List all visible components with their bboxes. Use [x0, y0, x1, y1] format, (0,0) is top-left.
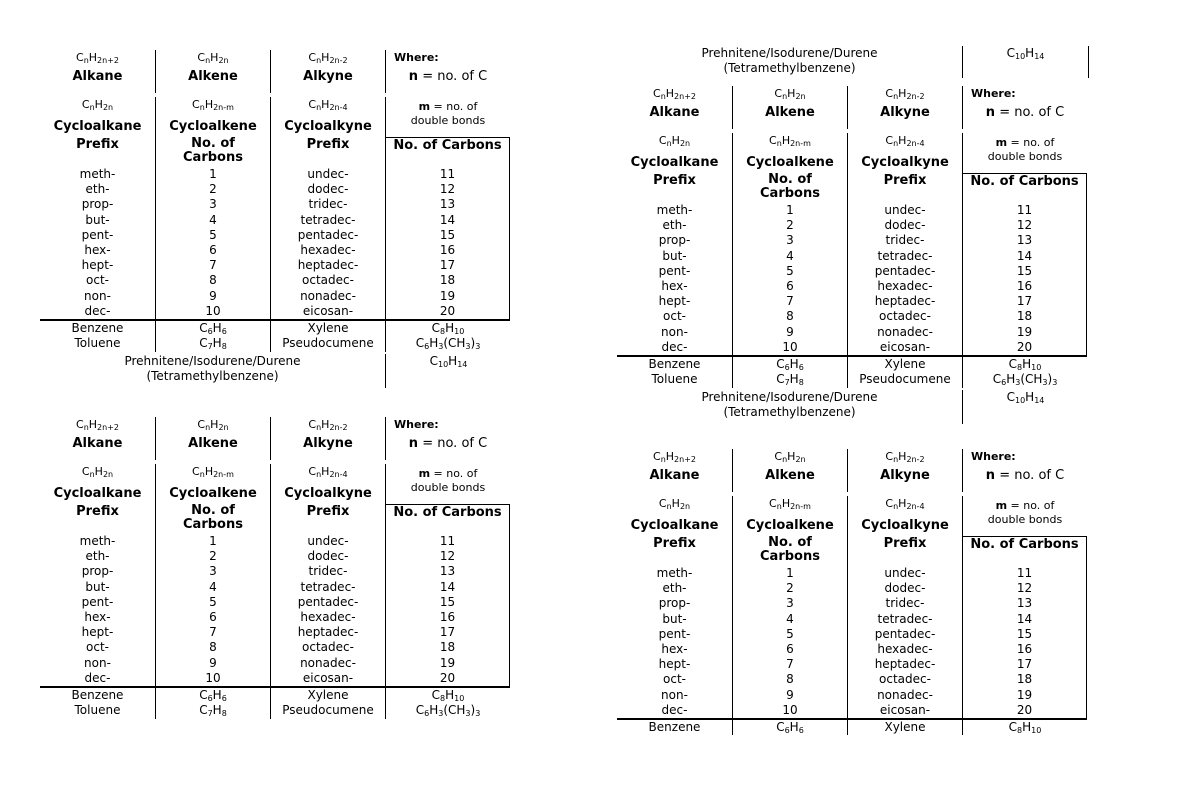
xylene-formula: $C_8H_{10}$ [962, 720, 1087, 736]
alkane-label: Alkane [72, 69, 123, 84]
prefix-header: Prefix [653, 173, 696, 188]
table-row: hex- 6 hexadec- 16 [617, 279, 1087, 294]
alkane-formula: $C_nH_{2n+2}$ [76, 418, 119, 432]
table-row: hept- 7 heptadec- 17 [40, 258, 510, 273]
aromatic-row [40, 336, 510, 352]
m-definition: m = no. of double bonds [385, 464, 510, 495]
table-row: but- 4 tetradec- 14 [617, 612, 1087, 627]
table-row: hept- 7 heptadec- 17 [617, 294, 1087, 309]
table-row: eth- 2 dodec- 12 [617, 581, 1087, 596]
alkyne-formula: $C_nH_{2n-2}$ [270, 50, 385, 69]
prehnitene-row [617, 388, 1087, 422]
alkyne-label: Alkyne [847, 105, 962, 129]
table-row: dec- 10 eicosan- 20 [617, 703, 1087, 718]
prefix-header-2: Prefix [270, 137, 385, 167]
table-row: hex- 6 hexadec- 16 [40, 243, 510, 258]
table-row: prop- 3 tridec- 13 [617, 233, 1087, 248]
benzene-formula: $C_6H_6$ [732, 720, 847, 736]
table-row: dec- 10 eicosan- 20 [40, 671, 510, 686]
toluene-label: Toluene [74, 703, 121, 718]
alkyne-formula: $C_nH_{2n-2}$ [270, 417, 385, 436]
cycloalkane-formula: $C_nH_{2n}$ [81, 465, 114, 479]
table-row: but- 4 tetradec- 14 [40, 213, 510, 228]
reference-card-top-right [617, 46, 1087, 422]
cycloalkene-label: Cycloalkene [155, 484, 270, 504]
reference-card-bottom-left [40, 413, 510, 719]
cycloalkene-formula: $C_nH_{2n-m}$ [732, 496, 847, 516]
n-definition: n = no. of C [385, 69, 510, 93]
xylene-label: Xylene [270, 688, 385, 704]
cycloalkane-formula: $C_nH_{2n}$ [658, 497, 691, 511]
aromatic-row [40, 319, 510, 337]
table-row: prop- 3 tridec- 13 [40, 564, 510, 579]
table-row: meth- 1 undec- 11 [617, 203, 1087, 218]
no-of-carbons-header-2: No. of Carbons [962, 536, 1087, 566]
table-row: oct- 8 octadec- 18 [617, 672, 1087, 687]
benzene-formula: $C_6H_6$ [155, 321, 270, 337]
alkane-label: Alkane [649, 468, 700, 483]
alkene-formula: $C_nH_{2n}$ [732, 86, 847, 105]
table-row: oct- 8 octadec- 18 [40, 273, 510, 288]
xylene-formula: $C_8H_{10}$ [962, 357, 1087, 373]
table-row: but- 4 tetradec- 14 [617, 249, 1087, 264]
benzene-label: Benzene [648, 719, 701, 734]
prehnitene-formula: $C_{10}H_{14}$ [385, 354, 511, 388]
cycloalkane-label: Cycloalkane [630, 155, 719, 170]
aromatic-row [40, 703, 510, 719]
table-row: pent- 5 pentadec- 15 [617, 627, 1087, 642]
alkene-label: Alkene [732, 105, 847, 129]
where-label: Where: [962, 449, 1087, 468]
table-row: hex- 6 hexadec- 16 [617, 642, 1087, 657]
prefix-rows [617, 566, 1087, 718]
benzene-formula: $C_6H_6$ [732, 357, 847, 373]
alkene-formula: $C_nH_{2n}$ [732, 449, 847, 468]
table-row: prop- 3 tridec- 13 [617, 596, 1087, 611]
m-definition: m = no. of double bonds [962, 133, 1087, 164]
prehnitene-label: Prehnitene/Isodurene/Durene (Tetramethylbenzene) [701, 389, 878, 419]
aromatic-row [617, 718, 1087, 736]
benzene-label: Benzene [71, 687, 124, 702]
aromatic-row [40, 686, 510, 704]
no-of-carbons-header-2: No. of Carbons [385, 137, 510, 167]
alkane-formula: $C_nH_{2n+2}$ [653, 450, 696, 464]
alkyne-formula: $C_nH_{2n-2}$ [847, 86, 962, 105]
cycloalkane-formula: $C_nH_{2n}$ [81, 98, 114, 112]
alkene-label: Alkene [732, 468, 847, 492]
cycloalkene-formula: $C_nH_{2n-m}$ [155, 97, 270, 117]
cycloalkyne-label: Cycloalkyne [270, 117, 385, 137]
alkane-label: Alkane [649, 105, 700, 120]
cycloalkane-label: Cycloalkane [53, 486, 142, 501]
m-definition: m = no. of double bonds [962, 496, 1087, 527]
prefix-rows [40, 167, 510, 319]
toluene-label: Toluene [74, 336, 121, 351]
no-of-carbons-header: No. of Carbons [155, 504, 270, 534]
table-row: dec- 10 eicosan- 20 [617, 340, 1087, 355]
aromatic-row [617, 372, 1087, 388]
cycloalkene-formula: $C_nH_{2n-m}$ [732, 133, 847, 153]
cycloalkyne-label: Cycloalkyne [847, 153, 962, 173]
prefix-rows [617, 203, 1087, 355]
xylene-label: Xylene [847, 720, 962, 736]
table-row: eth- 2 dodec- 12 [40, 182, 510, 197]
pseudocumene-formula: $C_6H_3(CH_3)_3$ [385, 336, 510, 352]
alkene-formula: $C_nH_{2n}$ [155, 417, 270, 436]
table-row: non- 9 nonadec- 19 [40, 656, 510, 671]
alkyne-label: Alkyne [270, 436, 385, 460]
toluene-formula: $C_7H_8$ [155, 703, 270, 719]
table-row: pent- 5 pentadec- 15 [40, 228, 510, 243]
cycloalkane-label: Cycloalkane [53, 119, 142, 134]
no-of-carbons-header: No. of Carbons [732, 536, 847, 566]
n-definition: n = no. of C [962, 105, 1087, 129]
cycloalkyne-formula: $C_nH_{2n-4}$ [847, 496, 962, 516]
no-of-carbons-header: No. of Carbons [155, 137, 270, 167]
prefix-rows [40, 534, 510, 686]
alkane-label: Alkane [72, 436, 123, 451]
cycloalkene-label: Cycloalkene [732, 153, 847, 173]
pseudocumene-formula: $C_6H_3(CH_3)_3$ [385, 703, 510, 719]
table-row: non- 9 nonadec- 19 [617, 325, 1087, 340]
toluene-formula: $C_7H_8$ [732, 372, 847, 388]
alkene-label: Alkene [155, 69, 270, 93]
toluene-label: Toluene [651, 372, 698, 387]
table-row: eth- 2 dodec- 12 [40, 549, 510, 564]
cycloalkyne-label: Cycloalkyne [270, 484, 385, 504]
alkyne-label: Alkyne [847, 468, 962, 492]
xylene-formula: $C_8H_{10}$ [385, 321, 510, 337]
reference-card-bottom-right [617, 445, 1087, 735]
table-row: dec- 10 eicosan- 20 [40, 304, 510, 319]
alkane-formula: $C_nH_{2n+2}$ [76, 51, 119, 65]
prehnitene-formula: $C_{10}H_{14}$ [962, 46, 1089, 78]
prehnitene-formula: $C_{10}H_{14}$ [962, 390, 1088, 424]
prehnitene-row-top [617, 46, 1087, 82]
no-of-carbons-header-2: No. of Carbons [385, 504, 510, 534]
alkene-formula: $C_nH_{2n}$ [155, 50, 270, 69]
xylene-label: Xylene [847, 357, 962, 373]
table-row: hept- 7 heptadec- 17 [617, 657, 1087, 672]
toluene-formula: $C_7H_8$ [155, 336, 270, 352]
n-definition: n = no. of C [385, 436, 510, 460]
cycloalkene-label: Cycloalkene [155, 117, 270, 137]
cycloalkyne-formula: $C_nH_{2n-4}$ [270, 464, 385, 484]
m-definition: m = no. of double bonds [385, 97, 510, 128]
table-row: meth- 1 undec- 11 [40, 167, 510, 182]
prefix-header-2: Prefix [270, 504, 385, 534]
prefix-header-2: Prefix [847, 536, 962, 566]
cycloalkyne-label: Cycloalkyne [847, 516, 962, 536]
cycloalkyne-formula: $C_nH_{2n-4}$ [270, 97, 385, 117]
table-row: hex- 6 hexadec- 16 [40, 610, 510, 625]
where-label: Where: [385, 50, 510, 69]
where-label: Where: [385, 417, 510, 436]
pseudocumene-label: Pseudocumene [270, 336, 385, 352]
cycloalkane-label: Cycloalkane [630, 518, 719, 533]
where-label: Where: [962, 86, 1087, 105]
pseudocumene-formula: $C_6H_3(CH_3)_3$ [962, 372, 1087, 388]
table-row: meth- 1 undec- 11 [617, 566, 1087, 581]
prefix-header: Prefix [76, 137, 119, 152]
table-row: but- 4 tetradec- 14 [40, 580, 510, 595]
aromatic-row [617, 355, 1087, 373]
table-row: eth- 2 dodec- 12 [617, 218, 1087, 233]
no-of-carbons-header: No. of Carbons [732, 173, 847, 203]
table-row: pent- 5 pentadec- 15 [40, 595, 510, 610]
table-row: meth- 1 undec- 11 [40, 534, 510, 549]
table-row: oct- 8 octadec- 18 [617, 309, 1087, 324]
benzene-label: Benzene [71, 320, 124, 335]
prefix-header: Prefix [653, 536, 696, 551]
alkene-label: Alkene [155, 436, 270, 460]
table-row: non- 9 nonadec- 19 [617, 688, 1087, 703]
alkyne-label: Alkyne [270, 69, 385, 93]
xylene-label: Xylene [270, 321, 385, 337]
n-definition: n = no. of C [962, 468, 1087, 492]
table-row: prop- 3 tridec- 13 [40, 197, 510, 212]
no-of-carbons-header-2: No. of Carbons [962, 173, 1087, 203]
alkane-formula: $C_nH_{2n+2}$ [653, 87, 696, 101]
prefix-header-2: Prefix [847, 173, 962, 203]
prefix-header: Prefix [76, 504, 119, 519]
table-row: non- 9 nonadec- 19 [40, 289, 510, 304]
benzene-label: Benzene [648, 356, 701, 371]
prehnitene-label: Prehnitene/Isodurene/Durene (Tetramethylbenzene) [124, 353, 301, 383]
prehnitene-row [40, 352, 510, 386]
benzene-formula: $C_6H_6$ [155, 688, 270, 704]
pseudocumene-label: Pseudocumene [847, 372, 962, 388]
cycloalkene-formula: $C_nH_{2n-m}$ [155, 464, 270, 484]
cycloalkane-formula: $C_nH_{2n}$ [658, 134, 691, 148]
cycloalkyne-formula: $C_nH_{2n-4}$ [847, 133, 962, 153]
alkyne-formula: $C_nH_{2n-2}$ [847, 449, 962, 468]
table-row: pent- 5 pentadec- 15 [617, 264, 1087, 279]
table-row: oct- 8 octadec- 18 [40, 640, 510, 655]
xylene-formula: $C_8H_{10}$ [385, 688, 510, 704]
cycloalkene-label: Cycloalkene [732, 516, 847, 536]
pseudocumene-label: Pseudocumene [270, 703, 385, 719]
table-row: hept- 7 heptadec- 17 [40, 625, 510, 640]
prehnitene-label: Prehnitene/Isodurene/Durene (Tetramethylbenzene) [701, 46, 878, 75]
reference-card-top-left [40, 46, 510, 386]
